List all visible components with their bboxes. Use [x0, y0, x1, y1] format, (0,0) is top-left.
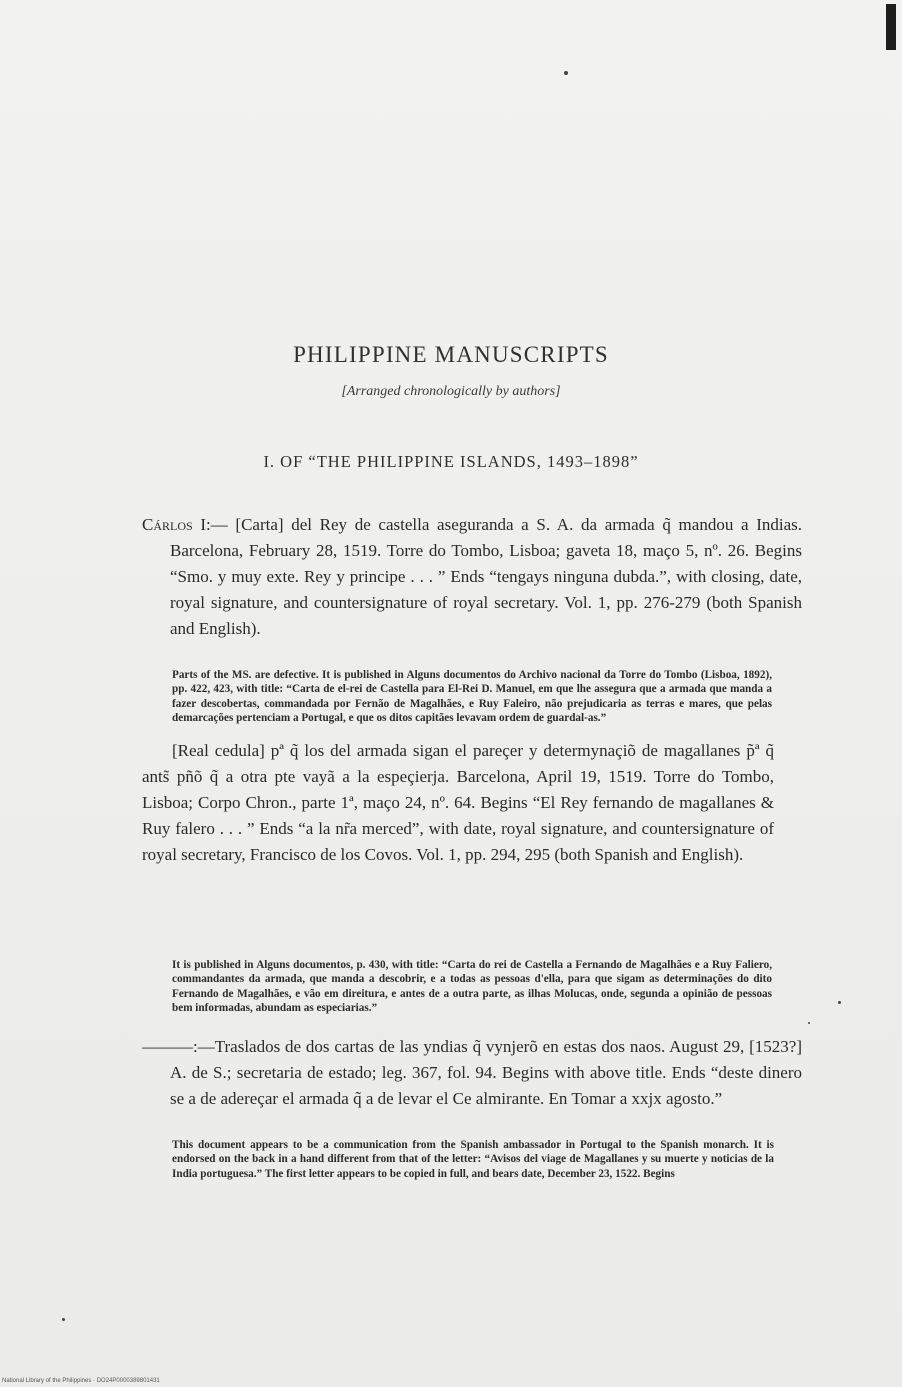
- catalog-entry: [Real cedula] pª q̃ los del armada sigan el pareçer y determynaçiõ de magallanes p̃ª q̃ ants̃ pñõ q̃ a otra pte vayã a la espeçierja. Barcelona, April 19, 1519. Torre do Tombo, Lisboa; Corpo Chron., parte 1ª, maço 24, nº. 64. Begins “El Rey fernando de magallanes & Ruy falero . . . ” Ends “a la nr̃a merced”, with date, royal signature, and countersignature of royal secretary, Francisco de los Covos. Vol. 1, pp. 294, 295 (both Spanish and English).: [142, 741, 774, 864]
- scan-speck: [838, 1001, 841, 1004]
- library-watermark: National Library of the Philippines · DO24P0000389801431: [2, 1378, 160, 1384]
- entry-author: Cárlos I: [142, 515, 207, 534]
- scan-speck: [564, 71, 568, 75]
- entry-note: Parts of the MS. are defective. It is published in Alguns documentos do Archivo nacional da Torre do Tombo (Lisboa, 1892), pp. 422, 423, with title: “Carta de el-rei de Castella para El-Rei D. Manuel, em que lhe assegura que a armada que manda a fazer descobertas, commandada por Fernão de Magalhães, e Ruy Faleiro, não prejudicaria as terras e mares, que pelas demarcações pertenciam a Portugal, e que os ditos capitães levavam ordem de guardal-as.”: [172, 669, 772, 725]
- entry-text: :— [Carta] del Rey de castella aseguranda a S. A. da armada q̃ mandou a Indias. Barcelona, February 28, 1519. Torre do Tombo, Lisboa; gaveta 18, maço 5, nº. 26. Begins “Smo. y muy exte. Rey y principe . . . ” Ends “tengays ninguna dubda.”, with closing, date, royal signature, and countersignature of royal secretary. Vol. 1, pp. 276-279 (both Spanish and English).: [170, 515, 803, 638]
- scan-speck: [808, 1022, 810, 1024]
- section-heading: I. OF “THE PHILIPPINE ISLANDS, 1493–1898”: [263, 452, 639, 471]
- scan-edge-mark: [886, 4, 896, 50]
- catalog-entry: [142, 512, 802, 642]
- page-title: PHILIPPINE MANUSCRIPTS: [293, 342, 609, 367]
- entry-note: It is published in Alguns documentos, p. 430, with title: “Carta do rei de Castella a Fernando de Magalhães e a Ruy Faliero, commandantes da armada, que manda a descobrir, e a todas as pessoas d'ella, para que sigam as determinações do dito Fernando de Magalhães, e vão em direitura, e antes de a outra parte, as ilhas Molucas, onde, segunda a opinião de pessoas bem informadas, abundam as especiarias.”: [172, 959, 772, 1015]
- scan-speck: [62, 1318, 65, 1321]
- page-subtitle: [Arranged chronologically by authors]: [341, 384, 561, 399]
- entry-note: This document appears to be a communication from the Spanish ambassador in Portugal to the Spanish monarch. It is endorsed on the back in a hand different from that of the letter: “Avisos del viage de Magallanes y su muerte y noticias de la India portuguesa.” The first letter appears to be copied in full, and bears date, December 23, 1522. Begins: [172, 1139, 774, 1180]
- catalog-entry: ———:—Traslados de dos cartas de las yndias q̃ vynjerõ en estas dos naos. August 29, [1523?] A. de S.; secretaria de estado; leg. 367, fol. 94. Begins with above title. Ends “deste dinero se a de adereçar el armada q̃ a de levar el Ce almirante. En Tomar a xxjx agosto.”: [142, 1037, 802, 1108]
